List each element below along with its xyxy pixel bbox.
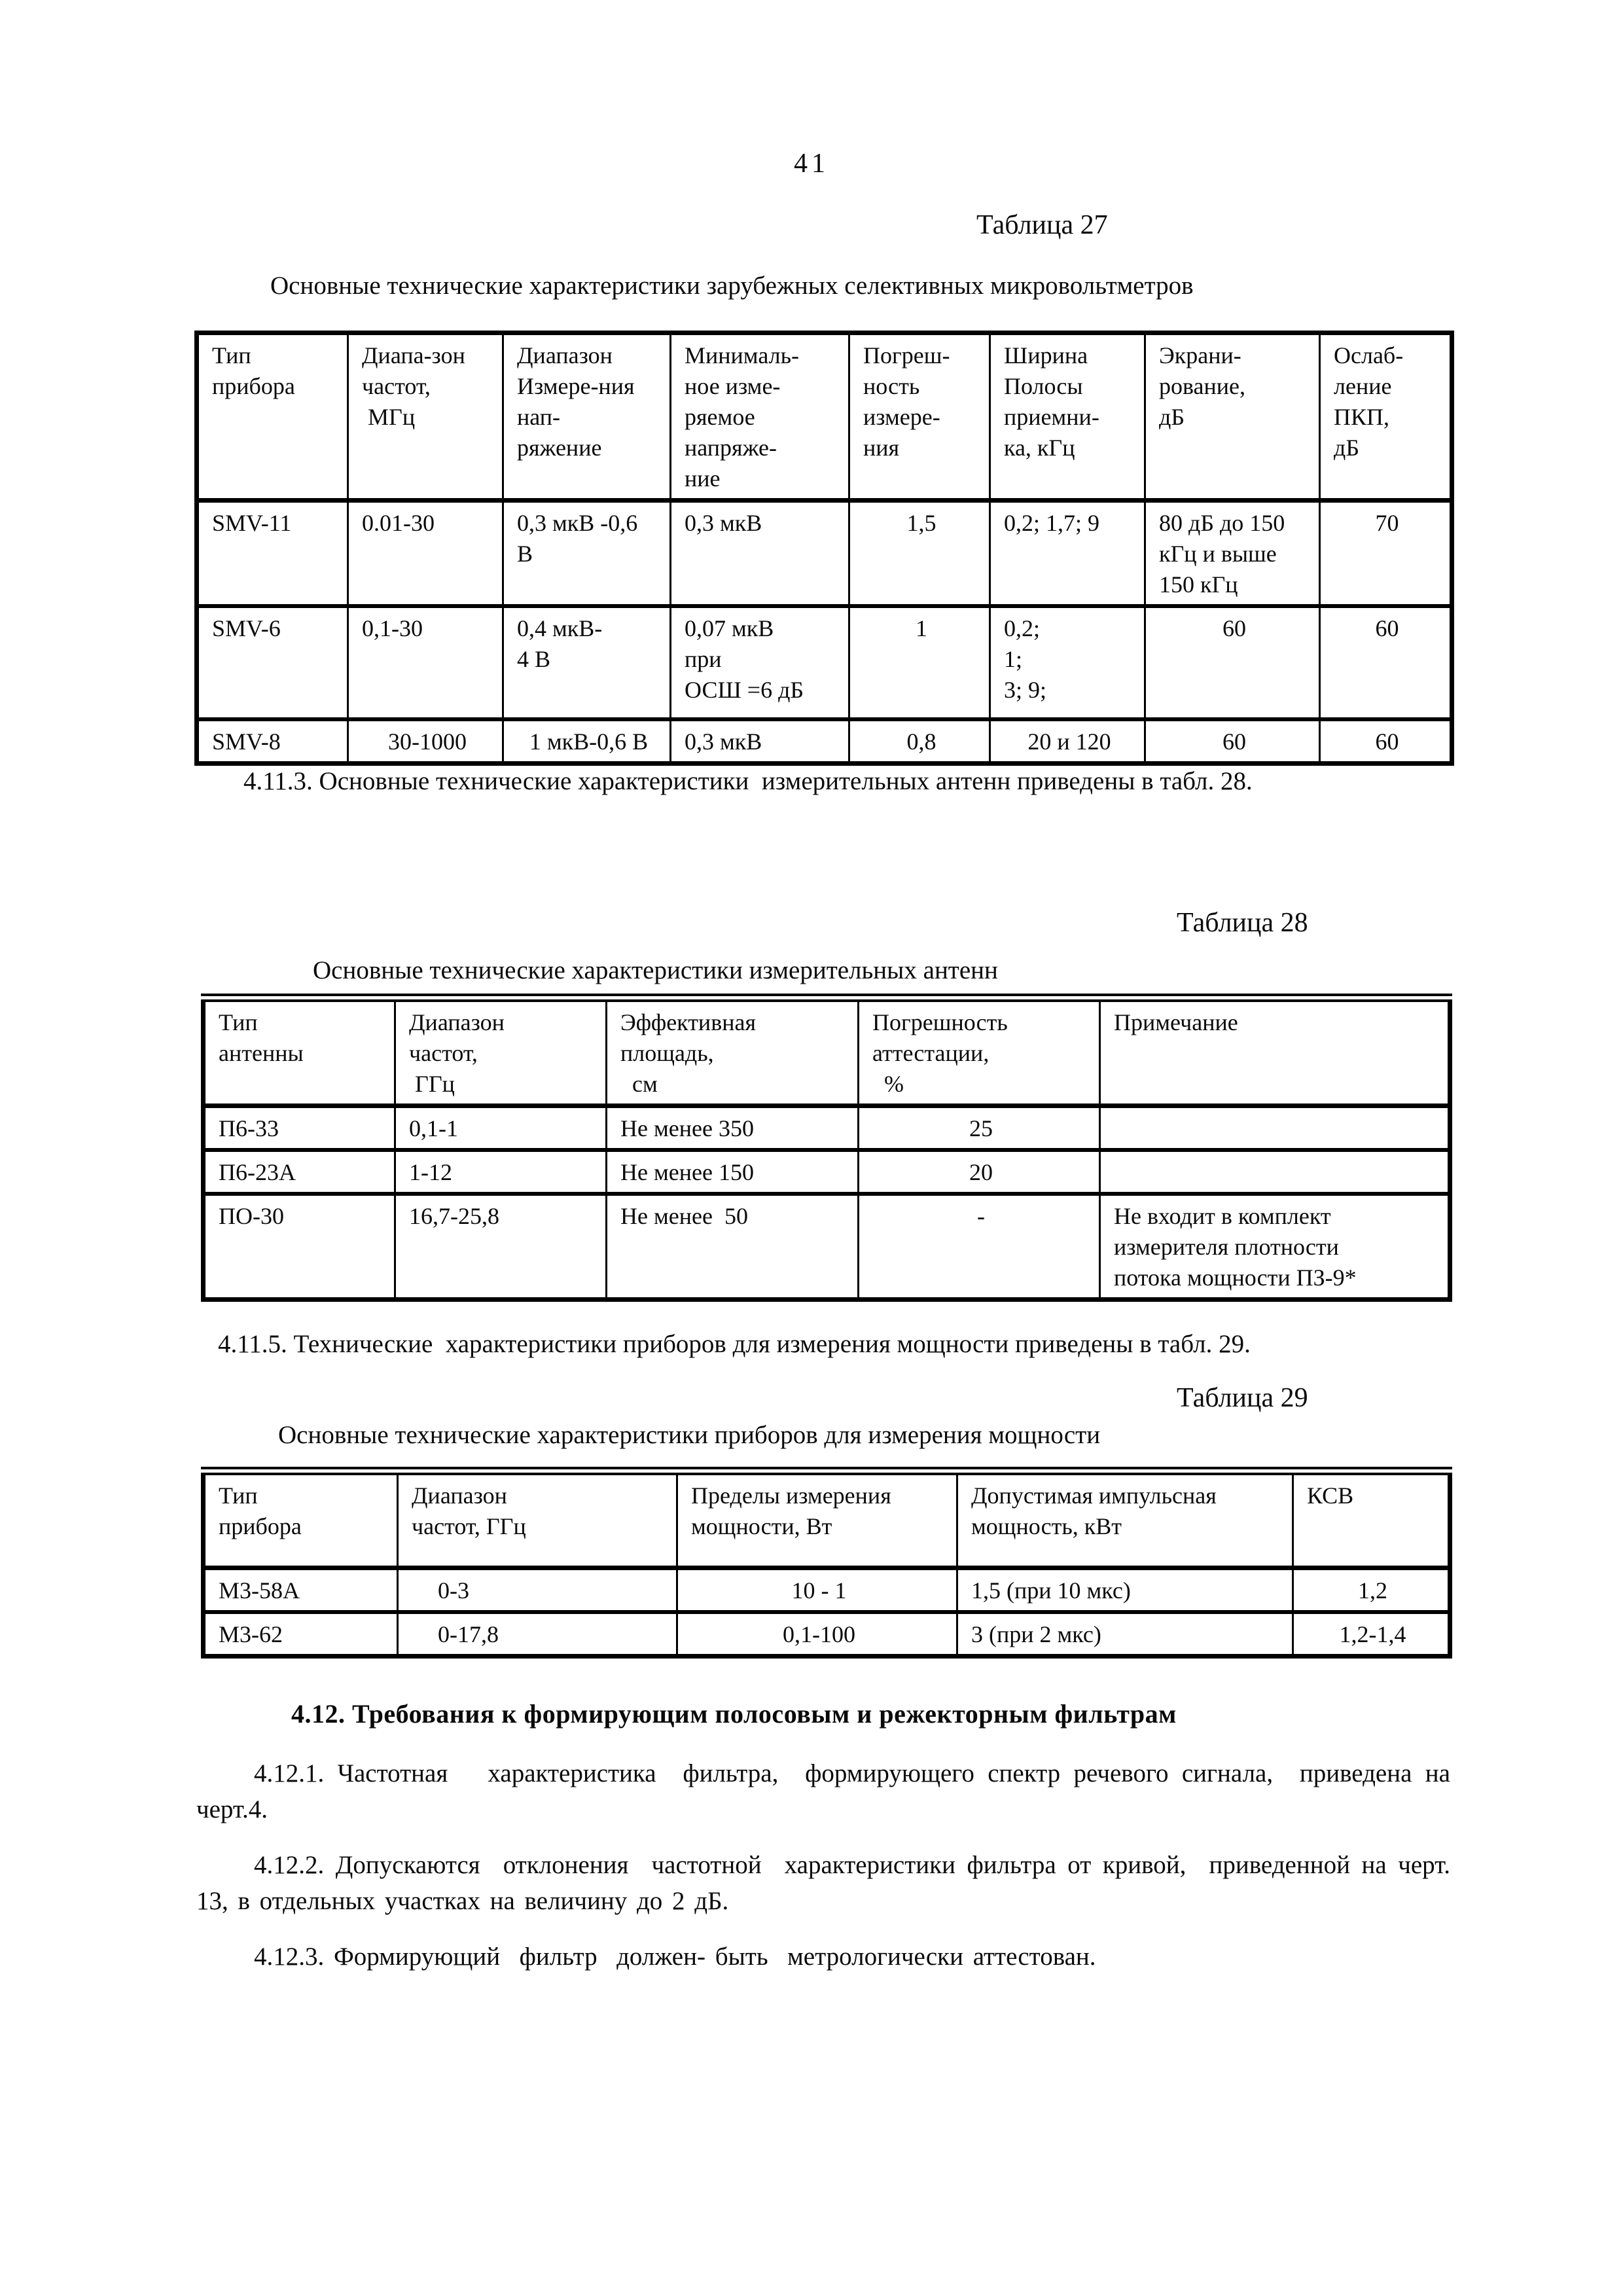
table-cell: 1,5 xyxy=(849,501,990,607)
table-cell: 0,8 xyxy=(849,719,990,764)
table-cell: SMV-11 xyxy=(197,501,348,607)
table-row xyxy=(197,606,1452,719)
table-cell: Не менее 350 xyxy=(607,1106,859,1151)
table-cell: 0,1-30 xyxy=(348,606,503,719)
table29-header-cell: Пределы измерения мощности, Вт xyxy=(677,1471,957,1568)
table27-title: Основные технические характеристики зарубежных селективных микровольтметров xyxy=(270,272,1194,300)
table-cell: П6-33 xyxy=(204,1106,395,1151)
table-cell: 1-12 xyxy=(395,1150,607,1194)
table-cell: 20 и 120 xyxy=(990,719,1145,764)
table-cell: 0,4 мкВ- 4 В xyxy=(503,606,671,719)
table-row xyxy=(204,1612,1450,1657)
table-cell: - xyxy=(859,1194,1100,1300)
table29-header-cell: Тип прибора xyxy=(204,1471,398,1568)
table-cell: 10 - 1 xyxy=(677,1568,957,1613)
table29 xyxy=(201,1467,1452,1659)
table27-header-cell: Минималь- ное изме- ряемое напряже- ние xyxy=(671,333,849,501)
table-cell: Не входит в комплект измерителя плотности потока мощности ПЗ-9* xyxy=(1100,1194,1450,1300)
table27-header-cell: Экрани- рование, дБ xyxy=(1145,333,1320,501)
table-cell: 0.01-30 xyxy=(348,501,503,607)
paragraph-4-12-3: 4.12.3. Формирующий фильтр должен- быть метрологически аттестован. xyxy=(254,1943,1096,1971)
table-cell: 3 (при 2 мкс) xyxy=(957,1612,1293,1657)
table-cell: 60 xyxy=(1320,719,1452,764)
table29-title: Основные технические характеристики приборов для измерения мощности xyxy=(278,1421,1101,1449)
table-cell: 16,7-25,8 xyxy=(395,1194,607,1300)
table-cell: 60 xyxy=(1145,606,1320,719)
table-cell: 80 дБ до 150 кГц и выше 150 кГц xyxy=(1145,501,1320,607)
table-cell: 0-17,8 xyxy=(398,1612,677,1657)
table27-header-cell: Ширина Полосы приемни- ка, кГц xyxy=(990,333,1145,501)
table-row xyxy=(204,1194,1450,1300)
table28-header-cell: Примечание xyxy=(1100,998,1450,1106)
table-cell xyxy=(1100,1150,1450,1194)
section-4-12-heading: 4.12. Требования к формирующим полосовым и режекторным фильтрам xyxy=(291,1699,1177,1729)
table27-header-cell: Тип прибора xyxy=(197,333,348,501)
table-cell: 1 xyxy=(849,606,990,719)
table29-header-cell: Допустимая импульсная мощность, кВт xyxy=(957,1471,1293,1568)
table-cell: 70 xyxy=(1320,501,1452,607)
table-cell: 1,2 xyxy=(1293,1568,1450,1613)
table-cell: П6-23А xyxy=(204,1150,395,1194)
table-cell: 0,1-1 xyxy=(395,1106,607,1151)
table28-header-cell: Эффективная площадь, см xyxy=(607,998,859,1106)
table-cell: SMV-6 xyxy=(197,606,348,719)
table-cell: 1 мкВ-0,6 В xyxy=(503,719,671,764)
paragraph-4-12-1: 4.12.1. Частотная характеристика фильтра, формирующего спектр речевого сигнала, приведена на черт.4. xyxy=(196,1759,1460,1823)
table-cell: 1,5 (при 10 мкс) xyxy=(957,1568,1293,1613)
paragraph-4-11-3: 4.11.3. Основные технические характеристики измерительных антенн приведены в табл. 28. xyxy=(243,767,1253,795)
table-cell: 0,3 мкВ xyxy=(671,501,849,607)
table-cell: Не менее 50 xyxy=(607,1194,859,1300)
paragraph-4-11-5: 4.11.5. Технические характеристики приборов для измерения мощности приведены в табл. 29. xyxy=(218,1330,1251,1358)
table-cell: SMV-8 xyxy=(197,719,348,764)
table29-header-cell: Диапазон частот, ГГц xyxy=(398,1471,677,1568)
table-cell: 1,2-1,4 xyxy=(1293,1612,1450,1657)
table28-header-cell: Тип антенны xyxy=(204,998,395,1106)
table27-header-cell: Погреш- ность измере- ния xyxy=(849,333,990,501)
table-cell: 0-3 xyxy=(398,1568,677,1613)
page-number: 41 xyxy=(794,149,829,179)
table-cell: Не менее 150 xyxy=(607,1150,859,1194)
table28-header-cell: Погрешность аттестации, % xyxy=(859,998,1100,1106)
table-cell: 20 xyxy=(859,1150,1100,1194)
table-row xyxy=(204,1106,1450,1151)
table-cell: 25 xyxy=(859,1106,1100,1151)
table-cell: 0,3 мкВ xyxy=(671,719,849,764)
paragraph-4-12-2: 4.12.2. Допускаются отклонения частотной характеристики фильтра от кривой, приведенной на черт. 13, в отдельных участках на величину до 2 дБ. xyxy=(196,1851,1460,1915)
table29-label: Таблица 29 xyxy=(1177,1383,1308,1413)
table-row xyxy=(197,719,1452,764)
table-cell: 0,3 мкВ -0,6 В xyxy=(503,501,671,607)
table-row xyxy=(204,1568,1450,1613)
table-cell: 60 xyxy=(1145,719,1320,764)
table28-label: Таблица 28 xyxy=(1177,908,1308,938)
table27-header-cell: Ослаб- ление ПКП, дБ xyxy=(1320,333,1452,501)
table-cell: М3-62 xyxy=(204,1612,398,1657)
table28 xyxy=(201,994,1452,1302)
table-cell: 30-1000 xyxy=(348,719,503,764)
table28-title: Основные технические характеристики измерительных антенн xyxy=(313,956,998,984)
table-cell: 0,2; 1,7; 9 xyxy=(990,501,1145,607)
table29-header-row xyxy=(204,1471,1450,1568)
table-row xyxy=(204,1150,1450,1194)
table28-header-cell: Диапазон частот, ГГц xyxy=(395,998,607,1106)
table29-header-cell: КСВ xyxy=(1293,1471,1450,1568)
table-cell: 0,1-100 xyxy=(677,1612,957,1657)
table-cell xyxy=(1100,1106,1450,1151)
table27-label: Таблица 27 xyxy=(976,210,1108,240)
table-cell: М3-58А xyxy=(204,1568,398,1613)
table-cell: 0,2; 1; 3; 9; xyxy=(990,606,1145,719)
table-cell: 0,07 мкВ при ОСШ =6 дБ xyxy=(671,606,849,719)
table27-header-row xyxy=(197,333,1452,501)
table27-header-cell: Диапазон Измере-ния нап- ряжение xyxy=(503,333,671,501)
table-row xyxy=(197,501,1452,607)
table-cell: 60 xyxy=(1320,606,1452,719)
table27 xyxy=(194,331,1454,766)
table-cell: ПО-30 xyxy=(204,1194,395,1300)
table28-header-row xyxy=(204,998,1450,1106)
table27-header-cell: Диапа-зон частот, МГц xyxy=(348,333,503,501)
